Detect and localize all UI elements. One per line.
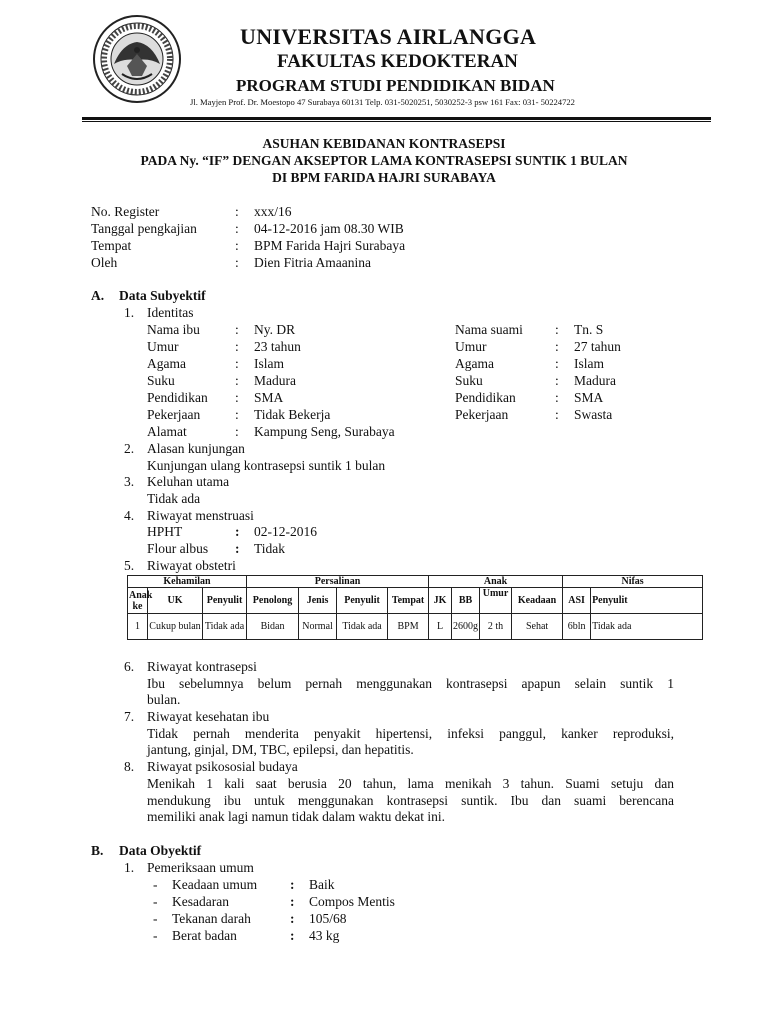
meta-label: Oleh — [91, 255, 118, 270]
group-kehamilan: Kehamilan — [128, 576, 247, 588]
ibu-label: Pendidikan — [147, 390, 208, 405]
pemeriksaan-value: Compos Mentis — [309, 894, 395, 909]
suami-value: Tn. S — [574, 322, 604, 337]
pemeriksaan-value: Baik — [309, 877, 335, 892]
university-name: UNIVERSITAS AIRLANGGA — [240, 24, 537, 49]
group-persalinan: Persalinan — [247, 576, 429, 588]
alasan-text: Kunjungan ulang kontrasepsi suntik 1 bulan — [147, 458, 386, 473]
ibu-value: 23 tahun — [254, 339, 301, 354]
obstetric-history-table — [127, 575, 703, 640]
header-penyulit: Penyulit — [591, 588, 703, 614]
item-number: 4. — [124, 508, 135, 523]
ibu-value: Madura — [254, 373, 296, 388]
item-number: 7. — [124, 709, 135, 724]
kesehatan-text-line1: Tidak pernah menderita penyakit hipertensi, infeksi panggul, kanker reproduksi, — [147, 726, 674, 741]
header-jenis: Jenis — [299, 588, 337, 614]
cell-tempat: BPM — [388, 614, 429, 640]
university-logo — [92, 14, 182, 104]
item-number: 1. — [124, 860, 135, 875]
list-dash: - — [153, 928, 158, 943]
meta-label: Tanggal pengkajian — [91, 221, 197, 236]
suami-value: Islam — [574, 356, 604, 371]
ibu-colon: : — [235, 322, 239, 337]
psikososial-text-line3: memiliki anak lagi namun tidak dalam waktu dekat ini. — [147, 809, 446, 824]
meta-colon: : — [235, 221, 239, 236]
meta-value: xxx/16 — [254, 204, 292, 219]
item-number: 1. — [124, 305, 135, 320]
table-row — [128, 614, 703, 640]
section-b-title: Data Obyektif — [119, 843, 202, 858]
header-keadaan: Keadaan — [512, 588, 563, 614]
kontrasepsi-text-line1: Ibu sebelumnya belum pernah menggunakan kontrasepsi apapun selain suntik 1 — [147, 676, 674, 691]
kontrasepsi-text-line2: bulan. — [147, 692, 181, 707]
ibu-colon: : — [235, 424, 239, 439]
meta-value: Dien Fitria Amaanina — [254, 255, 371, 270]
ibu-colon: : — [235, 356, 239, 371]
suami-label: Pekerjaan — [455, 407, 509, 422]
suami-colon: : — [555, 373, 559, 388]
list-dash: - — [153, 877, 158, 892]
cell-penyulit: Tidak ada — [591, 614, 703, 640]
ibu-value: SMA — [254, 390, 284, 405]
psikososial-text-line2: mendukung ibu untuk menggunakan kontrasepsi suntik. Ibu dan suami berencana — [147, 793, 674, 808]
header-tempat: Tempat — [388, 588, 429, 614]
menstruasi-colon: : — [235, 524, 240, 539]
pemeriksaan-label: Keadaan umum — [172, 877, 258, 892]
header-rule — [82, 117, 711, 120]
ibu-label: Nama ibu — [147, 322, 200, 337]
item-number: 5. — [124, 558, 135, 573]
ibu-colon: : — [235, 407, 239, 422]
section-b-letter: B. — [91, 843, 104, 858]
ibu-value: Ny. DR — [254, 322, 296, 337]
suami-label: Nama suami — [455, 322, 523, 337]
suami-colon: : — [555, 356, 559, 371]
meta-label: Tempat — [91, 238, 132, 253]
suami-value: 27 tahun — [574, 339, 621, 354]
meta-colon: : — [235, 255, 239, 270]
pemeriksaan-label: Tekanan darah — [172, 911, 251, 926]
keluhan-text: Tidak ada — [147, 491, 201, 506]
kontrasepsi-title: Riwayat kontrasepsi — [147, 659, 257, 674]
menstruasi-label: HPHT — [147, 524, 183, 539]
suami-value: SMA — [574, 390, 604, 405]
group-anak: Anak — [429, 576, 563, 588]
identitas-title: Identitas — [147, 305, 194, 320]
pemeriksaan-colon: : — [290, 877, 295, 892]
psikososial-text-line1: Menikah 1 kali saat berusia 20 tahun, lama menikah 3 tahun. Suami setuju dan — [147, 776, 674, 791]
ibu-label: Pekerjaan — [147, 407, 201, 422]
cell-umur: 2 th — [480, 614, 512, 640]
header-jk: JK — [429, 588, 452, 614]
pemeriksaan-title: Pemeriksaan umum — [147, 860, 254, 875]
suami-value: Swasta — [574, 407, 613, 422]
header-penyulit: Penyulit — [337, 588, 388, 614]
header-penolong: Penolong — [247, 588, 299, 614]
meta-value: BPM Farida Hajri Surabaya — [254, 238, 406, 253]
menstruasi-title: Riwayat menstruasi — [147, 508, 254, 523]
obstetri-title: Riwayat obstetri — [147, 558, 236, 573]
header-uk: UK — [148, 588, 203, 614]
header-address: Jl. Mayjen Prof. Dr. Moestopo 47 Surabaya 60131 Telp. 031-5020251, 5030252-3 psw 161 Fax: 031- 50224722 — [190, 97, 575, 107]
pemeriksaan-colon: : — [290, 928, 295, 943]
ibu-label: Alamat — [147, 424, 187, 439]
cell-jenis: Normal — [299, 614, 337, 640]
suami-label: Umur — [455, 339, 487, 354]
group-nifas: Nifas — [563, 576, 703, 588]
pemeriksaan-value: 43 kg — [309, 928, 340, 943]
meta-colon: : — [235, 238, 239, 253]
suami-value: Madura — [574, 373, 616, 388]
ibu-colon: : — [235, 390, 239, 405]
suami-label: Suku — [455, 373, 483, 388]
ibu-value: Tidak Bekerja — [254, 407, 331, 422]
ibu-label: Agama — [147, 356, 186, 371]
kesehatan-title: Riwayat kesehatan ibu — [147, 709, 270, 724]
alasan-title: Alasan kunjungan — [147, 441, 245, 456]
list-dash: - — [153, 911, 158, 926]
cell-uk: Cukup bulan — [148, 614, 203, 640]
ibu-label: Umur — [147, 339, 179, 354]
header-anak-ke: Anak ke — [129, 589, 153, 612]
suami-label: Agama — [455, 356, 494, 371]
menstruasi-label: Flour albus — [147, 541, 209, 556]
pemeriksaan-colon: : — [290, 894, 295, 909]
pemeriksaan-colon: : — [290, 911, 295, 926]
section-a-title: Data Subyektif — [119, 288, 206, 303]
suami-colon: : — [555, 322, 559, 337]
suami-colon: : — [555, 390, 559, 405]
item-number: 8. — [124, 759, 135, 774]
doc-title-line1: ASUHAN KEBIDANAN KONTRASEPSI — [262, 136, 506, 151]
header-bb: BB — [452, 588, 480, 614]
pemeriksaan-label: Kesadaran — [172, 894, 229, 909]
suami-label: Pendidikan — [455, 390, 516, 405]
ibu-value: Islam — [254, 356, 284, 371]
cell-penolong: Bidan — [247, 614, 299, 640]
meta-label: No. Register — [91, 204, 160, 219]
meta-value: 04-12-2016 jam 08.30 WIB — [254, 221, 404, 236]
menstruasi-value: Tidak — [254, 541, 286, 556]
ibu-value: Kampung Seng, Surabaya — [254, 424, 395, 439]
program-name: PROGRAM STUDI PENDIDIKAN BIDAN — [236, 76, 555, 95]
cell-asi: 6bln — [563, 614, 591, 640]
meta-colon: : — [235, 204, 239, 219]
item-number: 2. — [124, 441, 135, 456]
item-number: 6. — [124, 659, 135, 674]
suami-colon: : — [555, 339, 559, 354]
doc-title-line3: DI BPM FARIDA HAJRI SURABAYA — [272, 170, 496, 185]
menstruasi-colon: : — [235, 541, 240, 556]
keluhan-title: Keluhan utama — [147, 474, 230, 489]
item-number: 3. — [124, 474, 135, 489]
ibu-colon: : — [235, 373, 239, 388]
cell-bb: 2600g — [452, 614, 480, 640]
ibu-label: Suku — [147, 373, 175, 388]
cell-jk: L — [429, 614, 452, 640]
ibu-colon: : — [235, 339, 239, 354]
kesehatan-text-line2: jantung, ginjal, DM, TBC, epilepsi, dan hepatitis. — [147, 742, 414, 757]
section-a-letter: A. — [91, 288, 105, 303]
cell-keadaan: Sehat — [512, 614, 563, 640]
list-dash: - — [153, 894, 158, 909]
faculty-name: FAKULTAS KEDOKTERAN — [277, 51, 518, 72]
pemeriksaan-label: Berat badan — [172, 928, 237, 943]
header-penyulit: Penyulit — [203, 588, 247, 614]
cell-penyulit: Tidak ada — [203, 614, 247, 640]
header-umur: Umur — [480, 588, 512, 614]
psikososial-title: Riwayat psikososial budaya — [147, 759, 298, 774]
doc-title-line2: PADA Ny. “IF” DENGAN AKSEPTOR LAMA KONTRASEPSI SUNTIK 1 BULAN — [140, 153, 628, 168]
suami-colon: : — [555, 407, 559, 422]
cell-penyulit: Tidak ada — [337, 614, 388, 640]
menstruasi-value: 02-12-2016 — [254, 524, 317, 539]
pemeriksaan-value: 105/68 — [309, 911, 347, 926]
header-rule-thin — [82, 121, 711, 122]
header-asi: ASI — [563, 588, 591, 614]
cell-anak-ke: 1 — [128, 614, 148, 640]
